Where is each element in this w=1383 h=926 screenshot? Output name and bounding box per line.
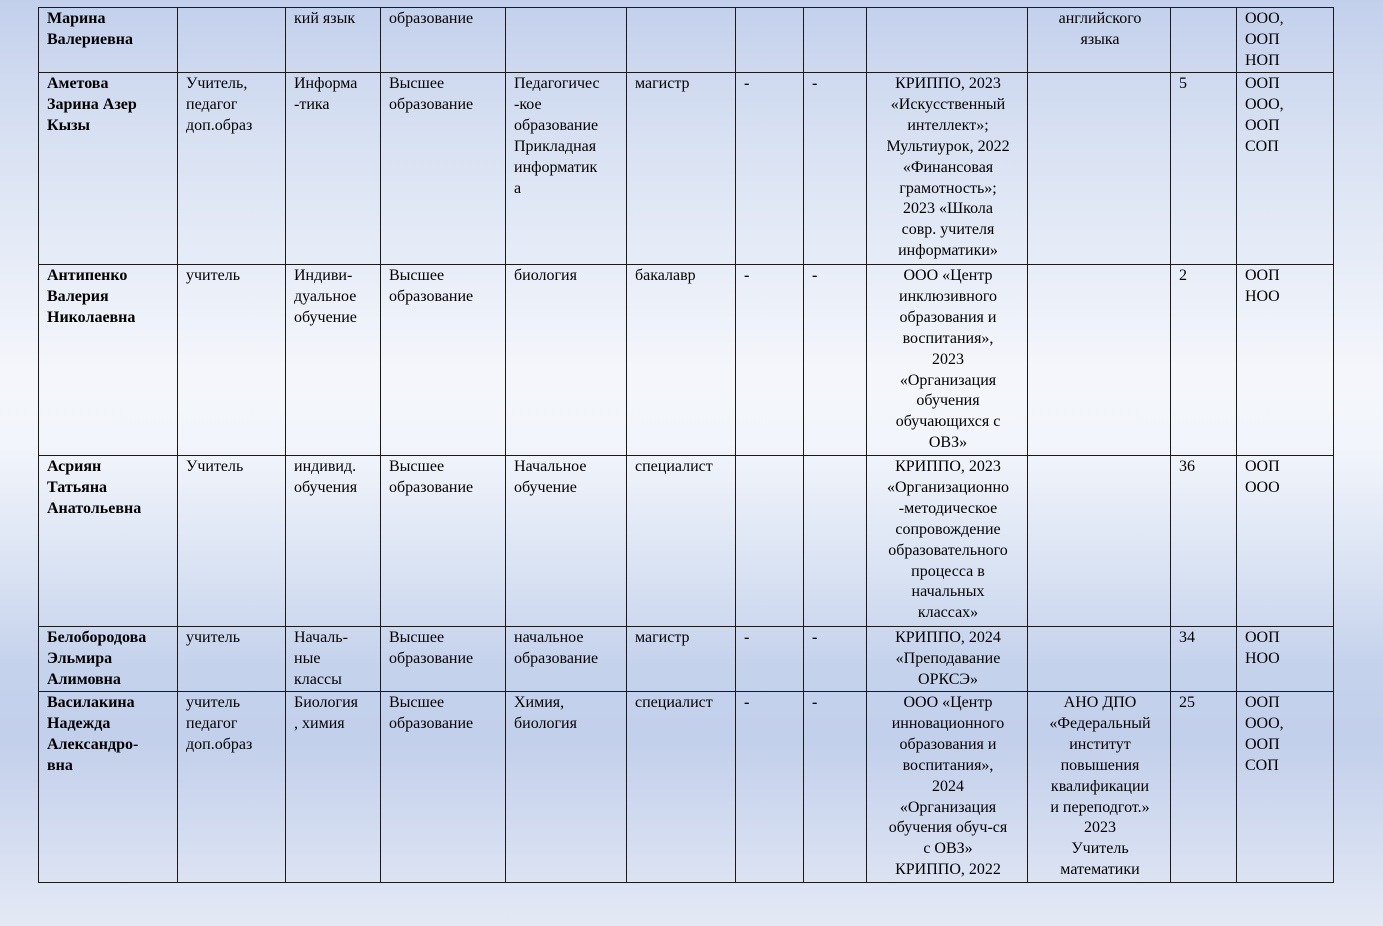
training-cell: ООО «Центр инновационного образования и воспитания», 2024 «Организация обучения обуч-ся с ОВЗ» КРИППО, 2022: [867, 692, 1028, 883]
teacher-name: Белобородова Эльмира Алимовна: [39, 627, 178, 692]
retraining-cell: [1028, 627, 1171, 692]
education-cell: Высшее образование: [381, 265, 506, 456]
education-cell: Высшее образование: [381, 456, 506, 627]
qualification-cell: специалист: [627, 692, 736, 883]
position-cell: Учитель, педагог доп.образ: [178, 73, 286, 265]
experience-cell: [1171, 8, 1237, 73]
qualification-cell: бакалавр: [627, 265, 736, 456]
title-cell: [804, 456, 867, 627]
specialty-cell: Начальное обучение: [506, 456, 627, 627]
degree-cell: [736, 456, 804, 627]
program-cell: ООП ООО, ООП СОП: [1237, 73, 1334, 265]
degree-cell: -: [736, 73, 804, 265]
teacher-name: Марина Валериевна: [39, 8, 178, 73]
table-row: [39, 265, 1334, 456]
degree-cell: -: [736, 265, 804, 456]
education-cell: Высшее образование: [381, 73, 506, 265]
specialty-cell: Педагогичес -кое образование Прикладная информатик а: [506, 73, 627, 265]
training-cell: КРИППО, 2023 «Искусственный интеллект»; Мультиурок, 2022 «Финансовая грамотность»; 2023 «Школа совр. учителя информатики»: [867, 73, 1028, 265]
position-cell: [178, 8, 286, 73]
position-cell: Учитель: [178, 456, 286, 627]
specialty-cell: Химия, биология: [506, 692, 627, 883]
subject-cell: Биология , химия: [286, 692, 381, 883]
education-cell: образование: [381, 8, 506, 73]
position-cell: учитель: [178, 627, 286, 692]
table-row: [39, 73, 1334, 265]
subject-cell: индивид. обучения: [286, 456, 381, 627]
qualification-cell: магистр: [627, 627, 736, 692]
retraining-cell: английского языка: [1028, 8, 1171, 73]
degree-cell: -: [736, 692, 804, 883]
specialty-cell: биология: [506, 265, 627, 456]
experience-cell: 36: [1171, 456, 1237, 627]
table-row: [39, 456, 1334, 627]
training-cell: КРИППО, 2024 «Преподавание ОРКСЭ»: [867, 627, 1028, 692]
teacher-name: Василакина Надежда Александро- вна: [39, 692, 178, 883]
program-cell: ООП НОО: [1237, 265, 1334, 456]
program-cell: ООП НОО: [1237, 627, 1334, 692]
subject-cell: Началь- ные классы: [286, 627, 381, 692]
qualification-cell: специалист: [627, 456, 736, 627]
program-cell: ООО, ООП НОП: [1237, 8, 1334, 73]
title-cell: [804, 8, 867, 73]
subject-cell: кий язык: [286, 8, 381, 73]
retraining-cell: [1028, 73, 1171, 265]
retraining-cell: АНО ДПО «Федеральный институт повышения квалификации и переподгот.» 2023 Учитель математики: [1028, 692, 1171, 883]
experience-cell: 34: [1171, 627, 1237, 692]
degree-cell: [736, 8, 804, 73]
qualification-cell: магистр: [627, 73, 736, 265]
education-cell: Высшее образование: [381, 692, 506, 883]
specialty-cell: начальное образование: [506, 627, 627, 692]
table-row: [39, 692, 1334, 883]
experience-cell: 2: [1171, 265, 1237, 456]
program-cell: ООП ООО: [1237, 456, 1334, 627]
title-cell: -: [804, 265, 867, 456]
education-cell: Высшее образование: [381, 627, 506, 692]
teacher-name: Асриян Татьяна Анатольевна: [39, 456, 178, 627]
training-cell: [867, 8, 1028, 73]
teacher-name: Антипенко Валерия Николаевна: [39, 265, 178, 456]
subject-cell: Индиви- дуальное обучение: [286, 265, 381, 456]
title-cell: -: [804, 692, 867, 883]
degree-cell: -: [736, 627, 804, 692]
table-row: [39, 8, 1334, 73]
program-cell: ООП ООО, ООП СОП: [1237, 692, 1334, 883]
qualification-cell: [627, 8, 736, 73]
retraining-cell: [1028, 456, 1171, 627]
retraining-cell: [1028, 265, 1171, 456]
title-cell: -: [804, 73, 867, 265]
training-cell: КРИППО, 2023 «Организационно -методическое сопровождение образовательного процесса в начальных классах»: [867, 456, 1028, 627]
staff-table: [38, 7, 1334, 883]
teacher-name: Аметова Зарина Азер Кызы: [39, 73, 178, 265]
position-cell: учитель: [178, 265, 286, 456]
table-row: [39, 627, 1334, 692]
training-cell: ООО «Центр инклюзивного образования и воспитания», 2023 «Организация обучения обучающихся с ОВЗ»: [867, 265, 1028, 456]
experience-cell: 25: [1171, 692, 1237, 883]
experience-cell: 5: [1171, 73, 1237, 265]
title-cell: -: [804, 627, 867, 692]
subject-cell: Информа -тика: [286, 73, 381, 265]
specialty-cell: [506, 8, 627, 73]
position-cell: учитель педагог доп.образ: [178, 692, 286, 883]
